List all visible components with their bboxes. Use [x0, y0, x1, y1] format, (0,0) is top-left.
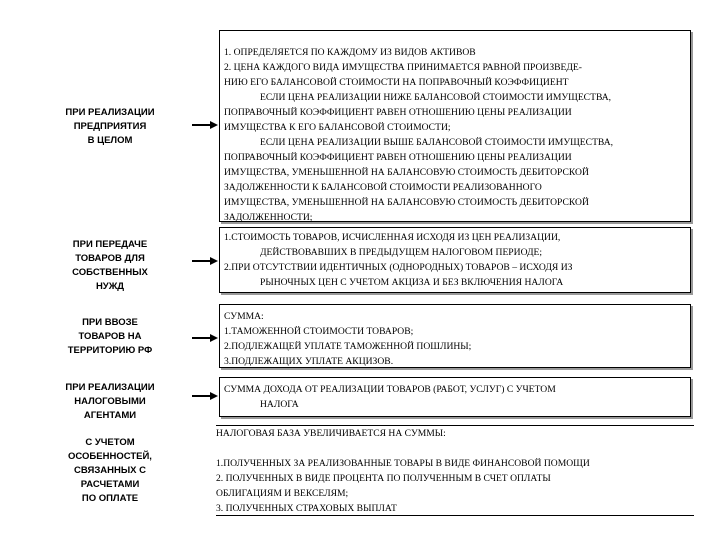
text-line: 3. ПОЛУЧЕННЫХ СТРАХОВЫХ ВЫПЛАТ — [216, 503, 397, 514]
text-line: НАЛОГА — [260, 399, 299, 410]
text-line: 2.ПРИ ОТСУТСТВИИ ИДЕНТИЧНЫХ (ОДНОРОДНЫХ) ТОВАРОВ – ИСХОДЯ ИЗ — [224, 262, 573, 273]
description-box-own-needs — [219, 227, 691, 293]
arrow-right-icon — [192, 257, 218, 265]
text-line: ОБЛИГАЦИЯМ И ВЕКСЕЛЯМ; — [216, 488, 349, 499]
text-line: ЕСЛИ ЦЕНА РЕАЛИЗАЦИИ ВЫШЕ БАЛАНСОВОЙ СТОИМОСТИ ИМУЩЕСТВА, — [260, 137, 614, 148]
row-label-enterprise-sale: ПРИ РЕАЛИЗАЦИИ ПРЕДПРИЯТИЯ В ЦЕЛОМ — [65, 107, 155, 146]
text-line: 3.ПОДЛЕЖАЩИХ УПЛАТЕ АКЦИЗОВ. — [224, 356, 394, 367]
text-line: РЫНОЧНЫХ ЦЕН С УЧЕТОМ АКЦИЗА И БЕЗ ВКЛЮЧЕНИЯ НАЛОГА — [260, 277, 564, 288]
divider-line — [216, 515, 694, 516]
text-line: 1.СТОИМОСТЬ ТОВАРОВ, ИСЧИСЛЕННАЯ ИСХОДЯ ИЗ ЦЕН РЕАЛИЗАЦИИ, — [224, 232, 561, 243]
text-line: 2.ПОДЛЕЖАЩЕЙ УПЛАТЕ ТАМОЖЕННОЙ ПОШЛИНЫ; — [224, 341, 472, 352]
arrow-right-icon — [192, 121, 218, 129]
text-line: НАЛОГОВАЯ БАЗА УВЕЛИЧИВАЕТСЯ НА СУММЫ: — [216, 428, 446, 439]
row-label-payment-specifics: С УЧЕТОМ ОСОБЕННОСТЕЙ, СВЯЗАННЫХ С РАСЧЕТАМИ ПО ОПЛАТЕ — [68, 437, 152, 504]
text-line: 2. ЦЕНА КАЖДОГО ВИДА ИМУЩЕСТВА ПРИНИМАЕТСЯ РАВНОЙ ПРОИЗВЕДЕ- — [224, 62, 582, 73]
text-line: ИМУЩЕСТВА, УМЕНЬШЕННОЙ НА БАЛАНСОВУЮ СТОИМОСТЬ ДЕБИТОРСКОЙ — [224, 197, 589, 208]
description-block-payment-specifics — [216, 426, 692, 516]
description-box-enterprise-sale — [219, 30, 691, 222]
text-line: ЗАДОЛЖЕННОСТИ; — [224, 212, 313, 223]
text-line: 1.ТАМОЖЕННОЙ СТОИМОСТИ ТОВАРОВ; — [224, 326, 414, 337]
text-line: НИЮ ЕГО БАЛАНСОВОЙ СТОИМОСТИ НА ПОПРАВОЧНЫЙ КОЭФФИЦИЕНТ — [224, 77, 569, 88]
text-line: 1. ОПРЕДЕЛЯЕТСЯ ПО КАЖДОМУ ИЗ ВИДОВ АКТИВОВ — [224, 47, 476, 58]
text-line: СУММА: — [224, 311, 264, 322]
text-line: ЕСЛИ ЦЕНА РЕАЛИЗАЦИИ НИЖЕ БАЛАНСОВОЙ СТОИМОСТИ ИМУЩЕСТВА, — [260, 92, 612, 103]
description-box-import — [219, 304, 691, 368]
row-label-own-needs: ПРИ ПЕРЕДАЧЕ ТОВАРОВ ДЛЯ СОБСТВЕННЫХ НУЖД — [72, 239, 148, 292]
text-line: ЗАДОЛЖЕННОСТИ К БАЛАНСОВОЙ СТОИМОСТИ РЕАЛИЗОВАННОГО — [224, 182, 542, 193]
text-line: 2. ПОЛУЧЕННЫХ В ВИДЕ ПРОЦЕНТА ПО ПОЛУЧЕННЫМ В СЧЕТ ОПЛАТЫ — [216, 473, 551, 484]
text-line: СУММА ДОХОДА ОТ РЕАЛИЗАЦИИ ТОВАРОВ (РАБОТ, УСЛУГ) С УЧЕТОМ — [224, 384, 556, 395]
text-line: ИМУЩЕСТВА, УМЕНЬШЕННОЙ НА БАЛАНСОВУЮ СТОИМОСТЬ ДЕБИТОРСКОЙ — [224, 167, 589, 178]
text-line: ИМУЩЕСТВА К ЕГО БАЛАНСОВОЙ СТОИМОСТИ; — [224, 122, 451, 133]
text-line — [216, 441, 692, 456]
arrow-right-icon — [192, 392, 218, 400]
text-line: 1.ПОЛУЧЕННЫХ ЗА РЕАЛИЗОВАННЫЕ ТОВАРЫ В ВИДЕ ФИНАНСОВОЙ ПОМОЩИ — [216, 458, 590, 469]
description-box-tax-agents — [219, 377, 691, 417]
row-label-import: ПРИ ВВОЗЕ ТОВАРОВ НА ТЕРРИТОРИЮ РФ — [67, 317, 153, 356]
row-label-tax-agents: ПРИ РЕАЛИЗАЦИИ НАЛОГОВЫМИ АГЕНТАМИ — [65, 382, 155, 421]
arrow-right-icon — [192, 334, 218, 342]
text-line: ПОПРАВОЧНЫЙ КОЭФФИЦИЕНТ РАВЕН ОТНОШЕНИЮ ЦЕНЫ РЕАЛИЗАЦИИ — [224, 107, 572, 118]
text-line: ДЕЙСТВОВАВШИХ В ПРЕДЫДУЩЕМ НАЛОГОВОМ ПЕРИОДЕ; — [260, 247, 543, 258]
text-line: ПОПРАВОЧНЫЙ КОЭФФИЦИЕНТ РАВЕН ОТНОШЕНИЮ ЦЕНЫ РЕАЛИЗАЦИИ — [224, 152, 572, 163]
